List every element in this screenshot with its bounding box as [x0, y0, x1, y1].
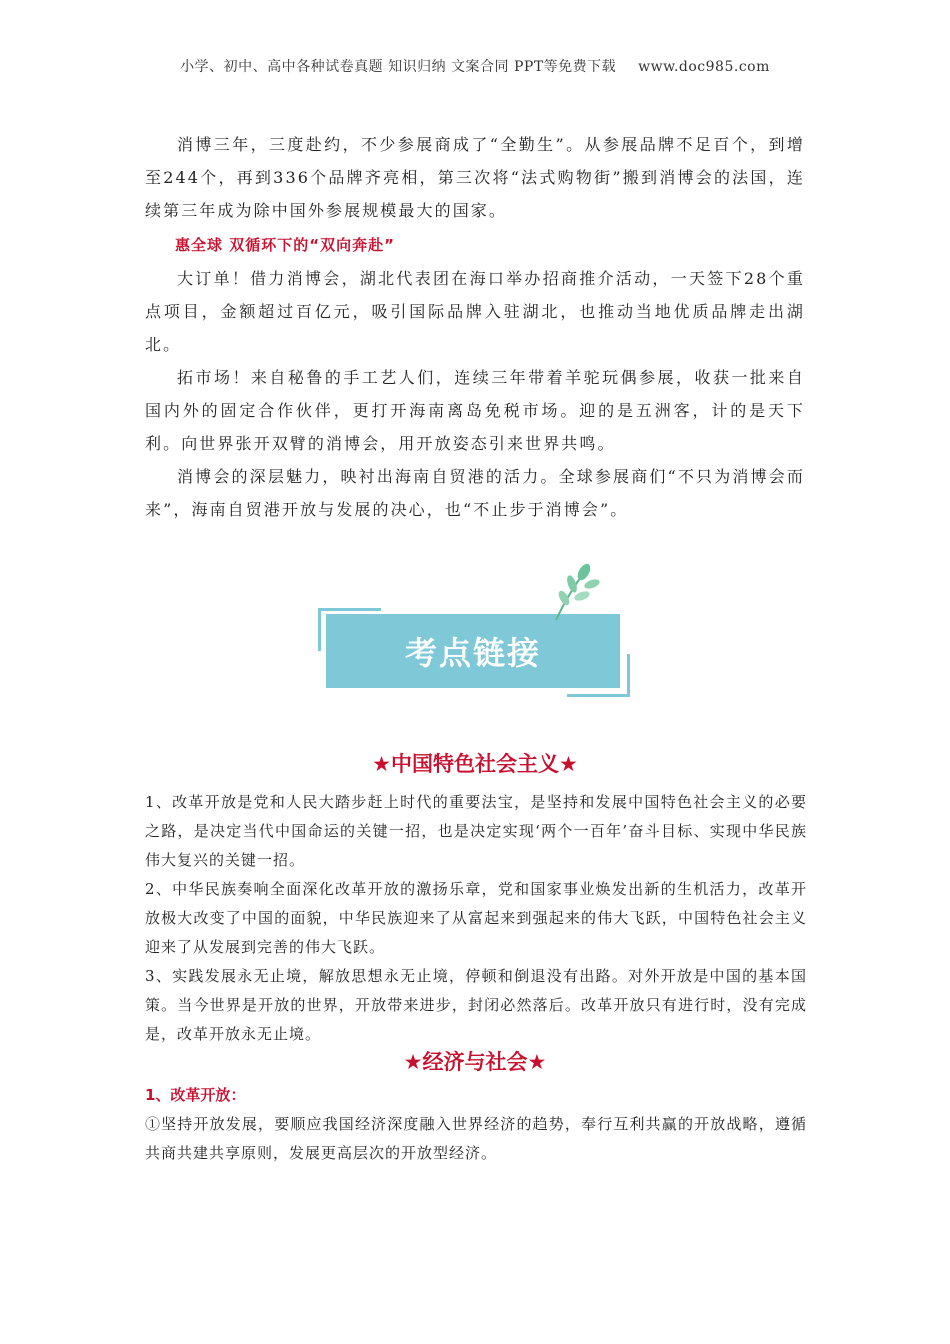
banner-box	[326, 614, 620, 688]
economy-point-1: ①坚持开放发展，要顺应我国经济深度融入世界经济的趋势，奉行互利共赢的开放战略，遵循共商共建共享原则，发展更高层次的开放型经济。	[145, 1115, 807, 1162]
header-text: 小学、初中、高中各种试卷真题 知识归纳 文案合同 PPT等免费下载	[180, 59, 617, 75]
economy-points	[145, 1110, 807, 1168]
article-subheading: 惠全球 双循环下的“双向奔赴”	[175, 236, 395, 254]
article-paragraph-4: 消博会的深层魅力，映衬出海南自贸港的活力。全球参展商们“不只为消博会而来”，海南自贸港开放与发展的决心，也“不止步于消博会”。	[145, 467, 805, 519]
section-title-socialism: ★中国特色社会主义★	[372, 752, 578, 776]
article-paragraph-1: 消博三年，三度赴约，不少参展商成了“全勤生”。从参展品牌不足百个，到增至244个，再到336个品牌齐亮相，第三次将“法式购物街”搬到消博会的法国，连续第三年成为除中国外参展规模最大的国家。	[145, 135, 805, 220]
economy-subheading: 1、改革开放：	[145, 1086, 246, 1104]
article-paragraph-2: 大订单！借力消博会，湖北代表团在海口举办招商推介活动，一天签下28个重点项目，金额超过百亿元，吸引国际品牌入驻湖北，也推动当地优质品牌走出湖北。	[145, 269, 805, 354]
socialism-point-1: 1、改革开放是党和人民大踏步赶上时代的重要法宝，是坚持和发展中国特色社会主义的必要之路，是决定当代中国命运的关键一招，也是决定实现‘两个一百年’奋斗目标、实现中华民族伟大复兴的关键一招。	[145, 793, 807, 869]
page-header	[0, 56, 950, 76]
socialism-point-3: 3、实践发展永无止境，解放思想永无止境，停顿和倒退没有出路。对外开放是中国的基本国策。当今世界是开放的世界，开放带来进步，封闭必然落后。改革开放只有进行时，没有完成是，改革开放永无止境。	[145, 967, 807, 1043]
exam-points-banner	[318, 562, 630, 702]
section-title-economy: ★经济与社会★	[403, 1050, 547, 1074]
banner-title: 考点链接	[404, 634, 541, 672]
leaf-sprig-icon	[546, 562, 606, 622]
header-site-link[interactable]: www.doc985.com	[638, 59, 770, 75]
article-body	[145, 128, 805, 526]
article-paragraph-3: 拓市场！来自秘鲁的手工艺人们，连续三年带着羊驼玩偶参展，收获一批来自国内外的固定合作伙伴，更打开海南离岛免税市场。迎的是五洲客，计的是天下利。向世界张开双臂的消博会，用开放姿态引来世界共鸣。	[145, 368, 805, 453]
socialism-point-2: 2、中华民族奏响全面深化改革开放的激扬乐章，党和国家事业焕发出新的生机活力，改革开放极大改变了中国的面貌，中华民族迎来了从富起来到强起来的伟大飞跃，中国特色社会主义迎来了从发展到完善的伟大飞跃。	[145, 880, 807, 956]
socialism-points	[145, 788, 807, 1049]
